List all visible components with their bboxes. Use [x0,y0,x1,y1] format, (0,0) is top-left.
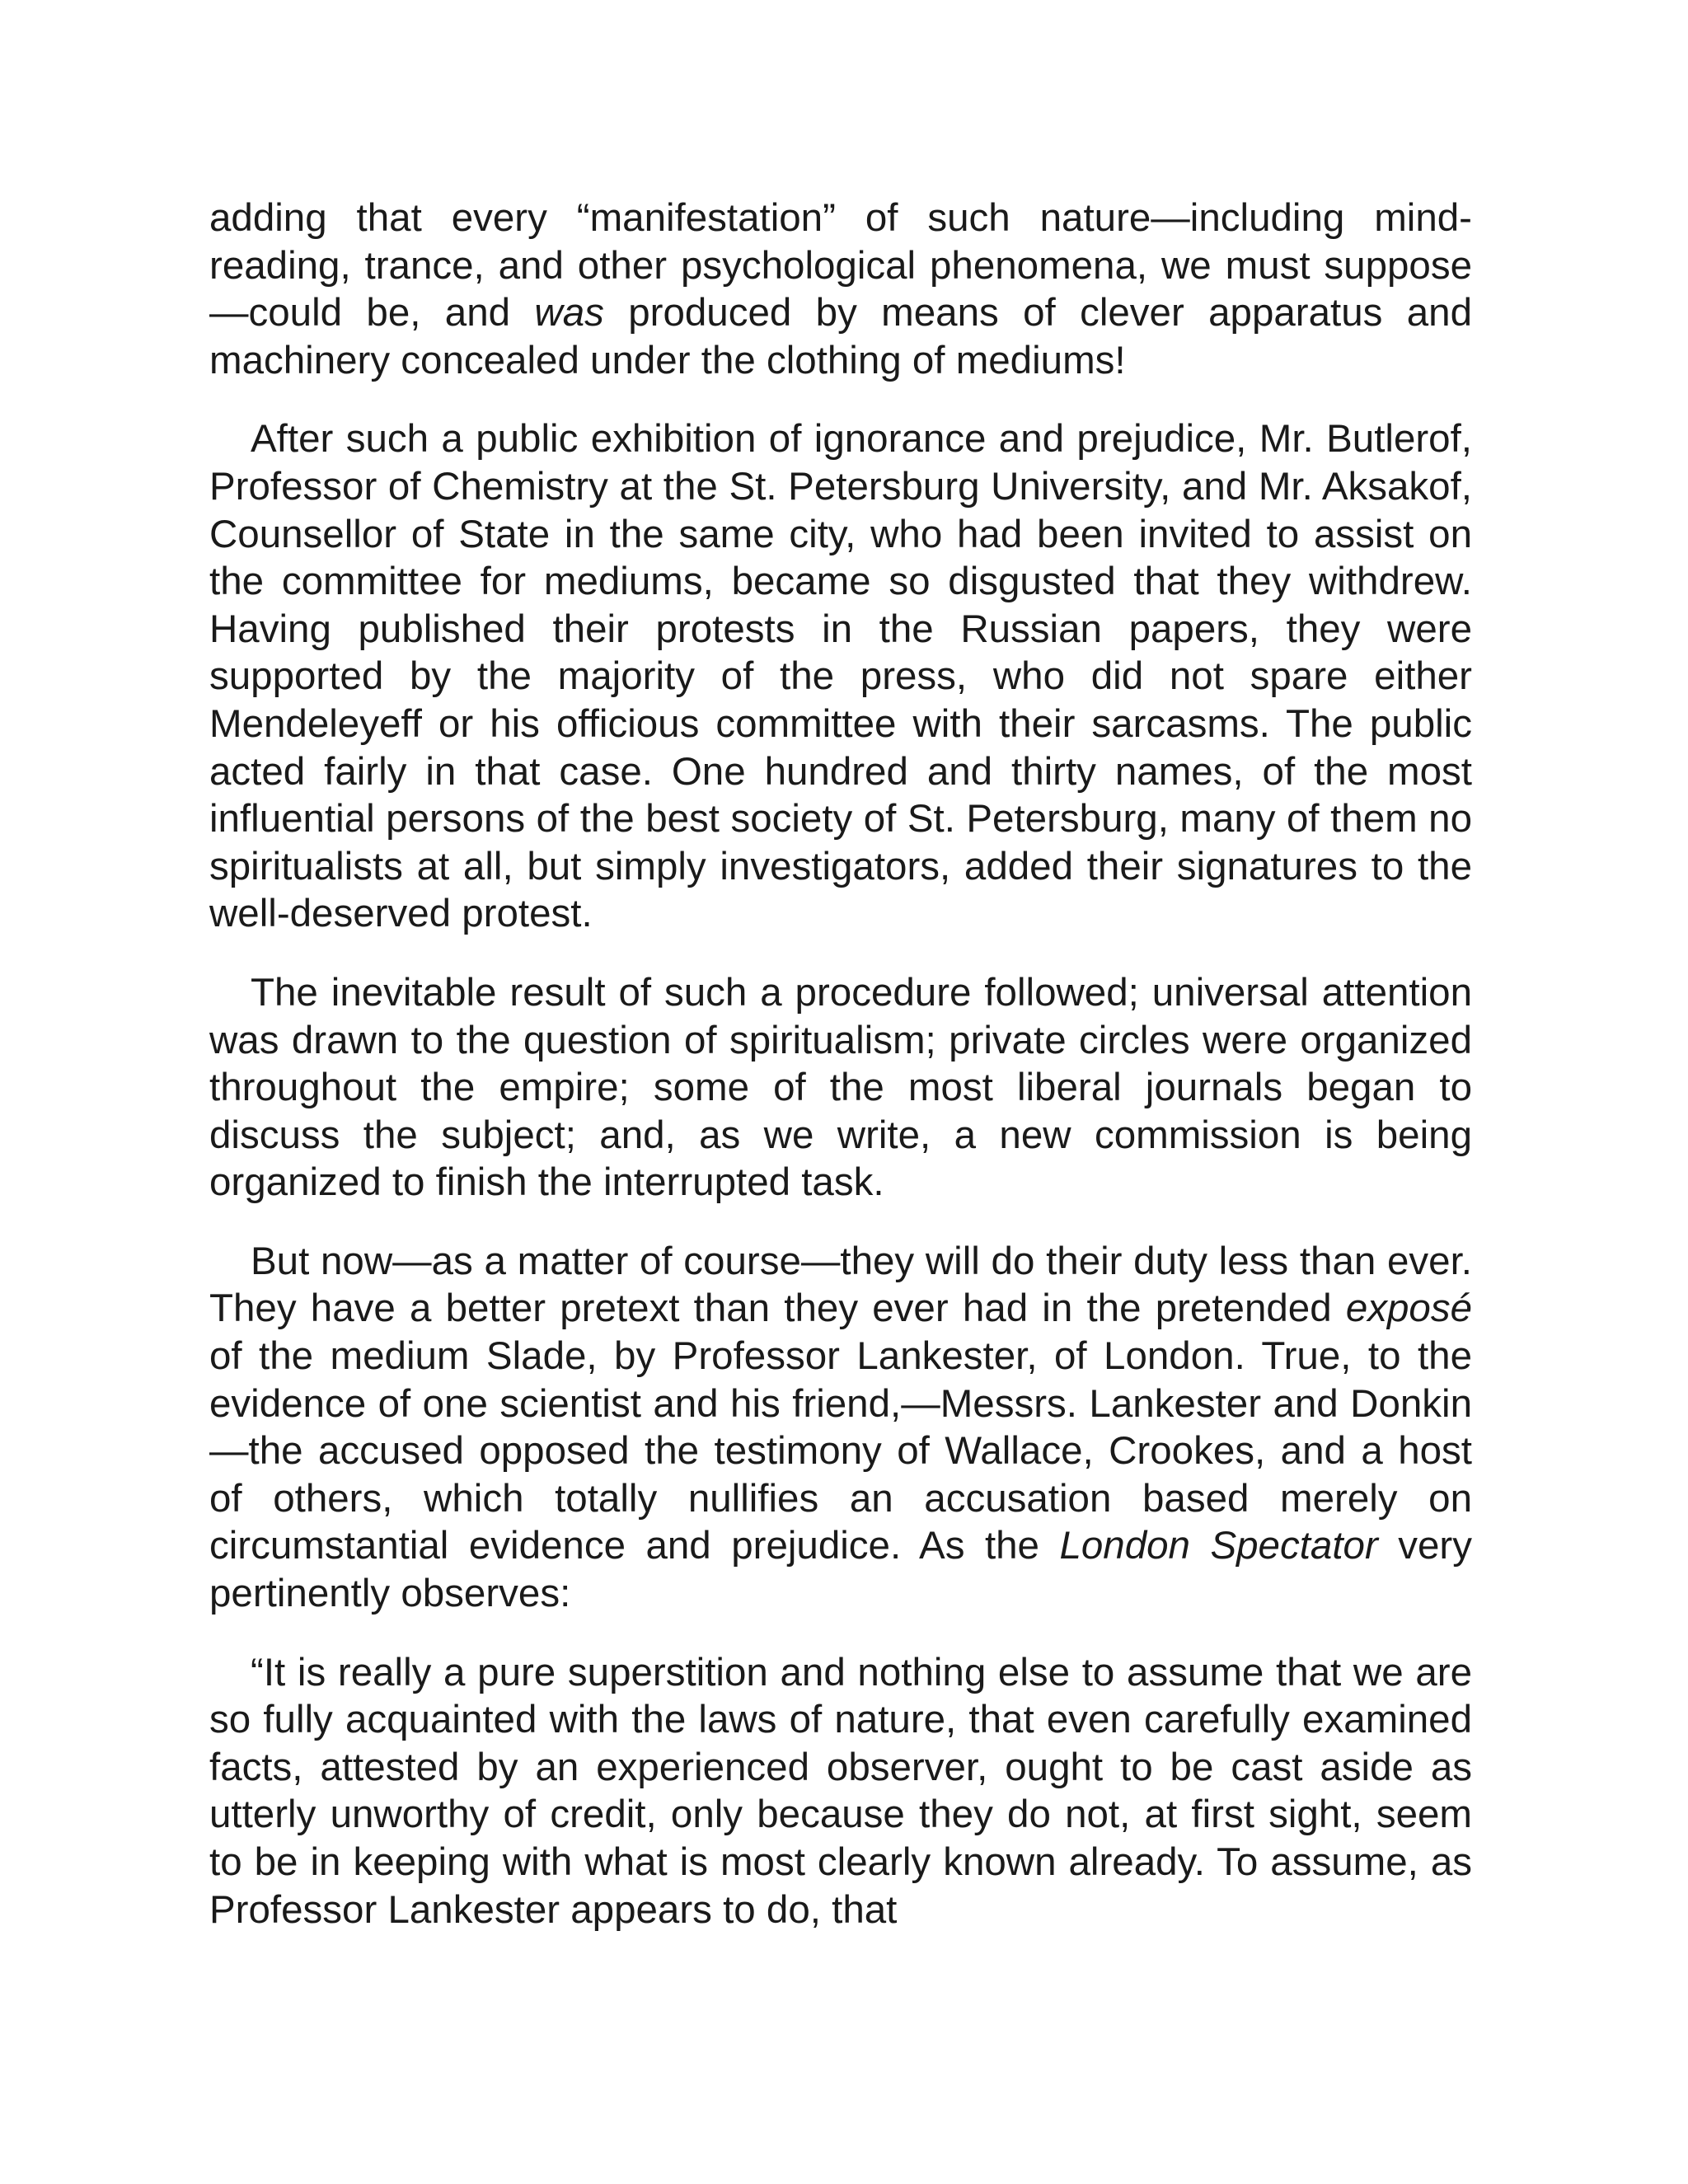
run: After such a public exhibition of ignorance and prejudice, Mr. Butlerof, Professor of Chemistry at the St. Petersburg University, and Mr. Aksakof, Counsellor of State in the same city, who had been invited to assist on the committee for mediums, became so disgusted that they withdrew. Having published their protests in the Russian papers, they were supported by the majority of the press, who did not spare either Mendeleyeff or his officious committee with their sarcasms. The public acted fairly in that case. One hundred and thirty names, of the most influential persons of the best society of St. Petersburg, many of them no spiritualists at all, but simply investigators, added their signatures to the well-deserved protest. [209,417,1472,936]
paragraph-3 [209,969,1472,1207]
page-body [209,194,1472,1933]
run: very pertinently observes: [209,1524,1473,1616]
run: produced by means of clever apparatus and machinery concealed under the clothing of mediums! [209,291,1473,382]
run: The inevitable result of such a procedure followed; universal attention was drawn to the question of spiritualism; private circles were organized throughout the empire; some of the most liberal journals began to discuss the subject; and, as we write, a new commission is being organized to finish the interrupted task. [209,970,1472,1205]
run: “It is really a pure superstition and nothing else to assume that we are so fully acquainted with the laws of nature, that even carefully examined facts, attested by an experienced observer, ought to be cast aside as utterly unworthy of credit, only because they do not, at first sight, seem to be in keeping with what is most clearly known already. To assume, as Professor Lankester appears to do, that [209,1650,1472,1932]
emphasis: was [534,291,604,335]
emphasis: exposé [1345,1286,1472,1331]
run: But now—as a matter of course—they will do their duty less than ever. They have a better pretext than they ever had in the pretended [209,1239,1472,1331]
paragraph-5 [209,1649,1472,1934]
paragraph-1 [209,194,1472,384]
run: adding that every “manifestation” of such nature—including mind-reading, trance, and other psychological phenomena, we must suppose—could be, and [209,196,1472,335]
emphasis: London Spectator [1059,1524,1378,1568]
run: of the medium Slade, by Professor Lankester, of London. True, to the evidence of one scientist and his friend,—Messrs. Lankester and Donkin—the accused opposed the testimony of Wallace, Crookes, and a host of others, which totally nullifies an accusation based merely on circumstantial evidence and prejudice. As the [209,1334,1472,1568]
paragraph-4 [209,1238,1472,1618]
paragraph-2 [209,415,1472,938]
